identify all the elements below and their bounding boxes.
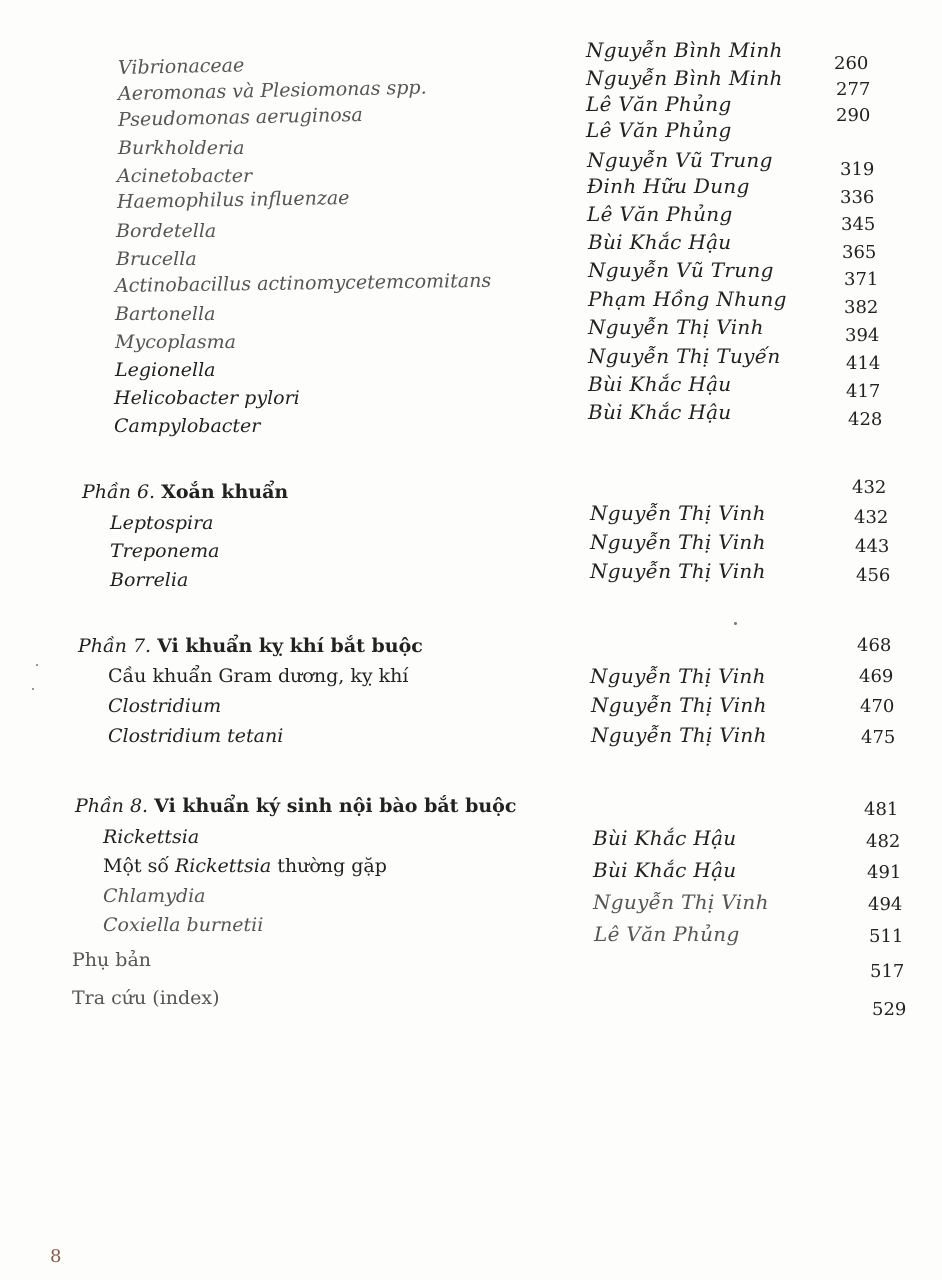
toc-entry-title: Coxiella burnetii [103,914,264,936]
toc-entry-page: 494 [868,894,903,915]
toc-entry-author: Nguyễn Thị Vinh [593,890,769,914]
toc-entry-author: Nguyễn Vũ Trung [587,148,773,172]
appendix-label: Phụ bản [72,949,152,971]
toc-entry-page: 414 [846,353,881,374]
title-prefix: Một số [103,855,175,877]
toc-entry-page: 319 [840,159,875,180]
section-name: Xoắn khuẩn [161,481,289,503]
title-italic: Rickettsia [174,855,272,877]
toc-entry-page: 277 [836,79,871,100]
toc-entry-title: Rickettsia [103,826,200,848]
section-heading-part6 [82,480,288,504]
scan-speck [36,664,38,666]
footer-page-number: 8 [50,1246,62,1267]
toc-entry-author: Bùi Khắc Hậu [588,230,732,254]
toc-entry-page: 345 [841,214,876,235]
toc-entry-title: Clostridium tetani [108,725,284,747]
section-page: 432 [852,477,887,498]
appendix-page: 517 [870,961,905,982]
toc-entry-author: Lê Văn Phủng [594,922,740,946]
index-label: Tra cứu (index) [72,987,220,1009]
section-name: Vi khuẩn ký sinh nội bào bắt buộc [154,795,517,817]
title-suffix: thường gặp [271,855,387,877]
toc-entry-page: 469 [859,666,894,687]
toc-entry-title: Brucella [116,248,197,270]
toc-entry-title: Bordetella [116,220,217,242]
toc-entry-author: Bùi Khắc Hậu [593,826,737,850]
toc-entry-title: Cầu khuẩn Gram dương, kỵ khí [108,665,409,687]
toc-entry-title: Clostridium [108,695,222,717]
section-number: Phần 8. [75,795,149,817]
toc-entry-title: Campylobacter [114,415,261,437]
toc-entry-title: Actinobacillus actinomycetemcomitans [114,269,492,297]
toc-entry-page: 432 [854,507,889,528]
toc-entry-page: 394 [845,325,880,346]
section-page: 468 [857,635,892,656]
toc-entry-page: 491 [867,862,902,883]
toc-entry-page: 482 [866,831,901,852]
toc-entry-title: Pseudomonas aeruginosa [117,103,363,131]
toc-entry-author: Đinh Hữu Dung [587,174,750,198]
toc-entry-page: 428 [848,409,883,430]
toc-entry-author: Nguyễn Vũ Trung [588,258,774,282]
toc-entry-title: Legionella [115,359,216,381]
section-heading-part8 [75,794,516,818]
toc-entry-author: Bùi Khắc Hậu [588,400,732,424]
toc-entry-page: 365 [842,242,877,263]
index-page: 529 [872,999,907,1020]
toc-entry-page: 382 [844,297,879,318]
toc-entry-page: 290 [836,105,871,126]
toc-entry-author: Nguyễn Bình Minh [586,66,783,90]
toc-entry-title: Burkholderia [118,137,245,159]
scan-speck [32,688,34,690]
toc-entry-title: Vibrionaceae [117,54,245,79]
toc-entry-title: Treponema [110,540,220,562]
toc-entry-author: Bùi Khắc Hậu [588,372,732,396]
toc-entry-author: Nguyễn Thị Vinh [590,664,766,688]
toc-entry-title: Haemophilus influenzae [116,186,350,213]
toc-entry-author: Nguyễn Thị Vinh [591,693,767,717]
toc-entry-title: Helicobacter pylori [114,387,300,409]
toc-entry-author: Nguyễn Thị Vinh [591,723,767,747]
toc-entry-author: Bùi Khắc Hậu [593,858,737,882]
toc-entry-page: 443 [855,536,890,557]
toc-entry-page: 475 [861,727,896,748]
toc-entry-author: Phạm Hồng Nhung [588,287,787,311]
toc-entry-page: 260 [834,53,869,74]
section-number: Phần 6. [82,481,156,503]
toc-entry-page: 336 [840,187,875,208]
toc-entry-author: Lê Văn Phủng [587,202,733,226]
toc-entry-page: 470 [860,696,895,717]
section-name: Vi khuẩn kỵ khí bắt buộc [157,635,423,657]
scan-speck [734,622,737,625]
toc-entry-author: Nguyễn Thị Vinh [590,501,766,525]
toc-entry-title: Mycoplasma [115,331,236,353]
toc-entry-title: Acinetobacter [117,165,253,187]
toc-entry-page: 456 [856,565,891,586]
toc-entry-title [103,854,387,878]
toc-entry-page: 417 [846,381,881,402]
toc-entry-author: Nguyễn Bình Minh [586,38,783,62]
toc-entry-page: 371 [844,269,879,290]
toc-entry-title: Chlamydia [103,885,206,907]
toc-entry-title: Aeromonas và Plesiomonas spp. [117,76,427,105]
toc-entry-title: Leptospira [110,512,214,534]
toc-entry-title: Borrelia [110,569,189,591]
toc-entry-title: Bartonella [115,303,216,325]
toc-entry-page: 511 [869,926,904,947]
toc-entry-author: Nguyễn Thị Tuyến [588,344,781,368]
toc-entry-author: Nguyễn Thị Vinh [590,530,766,554]
toc-entry-author: Lê Văn Phủng [586,118,732,142]
toc-entry-author: Lê Văn Phủng [586,92,732,116]
toc-entry-author: Nguyễn Thị Vinh [590,559,766,583]
section-number: Phần 7. [78,635,152,657]
toc-entry-author: Nguyễn Thị Vinh [588,315,764,339]
section-heading-part7 [78,634,423,658]
section-page: 481 [864,799,899,820]
